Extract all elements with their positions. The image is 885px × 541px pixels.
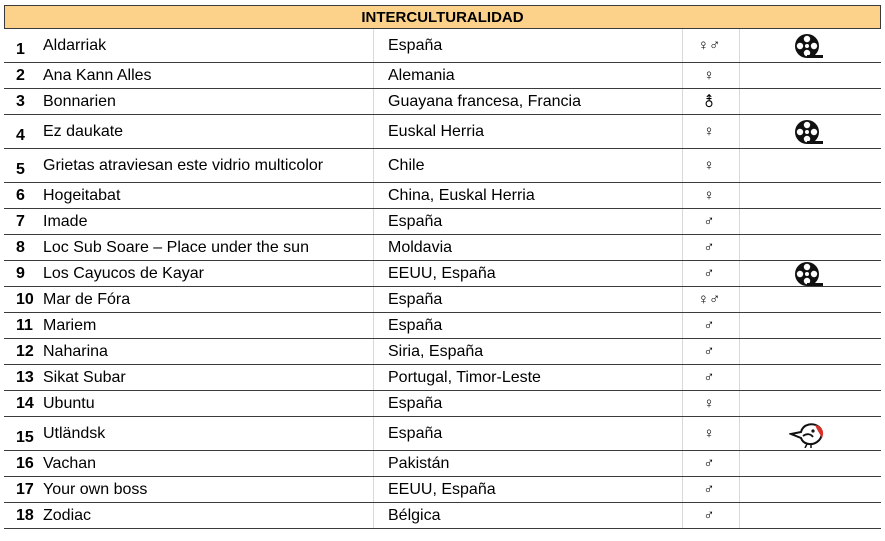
film-country: Euskal Herria (388, 122, 485, 140)
table-row (4, 261, 881, 287)
film-reel-icon (784, 29, 834, 62)
film-country: EEUU, España (388, 480, 496, 498)
film-country: Guayana francesa, Francia (388, 92, 581, 110)
film-title: Bonnarien (43, 92, 116, 110)
director-gender: ♀ (703, 123, 715, 140)
film-title: Los Cayucos de Kayar (43, 264, 204, 282)
icon-cell (784, 149, 834, 182)
column-divider (739, 63, 740, 88)
column-divider (373, 115, 374, 148)
row-number: 11 (16, 316, 33, 334)
film-country: España (388, 36, 443, 54)
column-divider (373, 63, 374, 88)
director-gender: ♀♂ (697, 37, 721, 54)
column-divider (373, 183, 374, 208)
column-divider (373, 477, 374, 502)
director-gender: ♂ (703, 343, 715, 360)
row-number: 9 (16, 264, 25, 282)
film-country: Moldavia (388, 238, 453, 256)
film-title: Your own boss (43, 480, 148, 498)
film-country: España (388, 424, 443, 442)
icon-cell (784, 89, 834, 114)
column-divider (373, 417, 374, 450)
row-number: 15 (16, 429, 34, 446)
film-country: Siria, España (388, 342, 484, 360)
film-title: Ana Kann Alles (43, 66, 152, 84)
icon-cell (784, 503, 834, 528)
film-title: Zodiac (43, 506, 92, 524)
director-gender: ♀♂ (697, 291, 721, 308)
table-body (4, 29, 881, 529)
film-title: Hogeitabat (43, 186, 121, 204)
film-title: Aldarriak (43, 36, 107, 54)
column-divider (739, 183, 740, 208)
column-divider (373, 313, 374, 338)
column-divider (682, 339, 683, 364)
column-divider (373, 29, 374, 62)
column-divider (739, 287, 740, 312)
icon-cell (784, 287, 834, 312)
table-row (4, 89, 881, 115)
icon-cell (784, 339, 834, 364)
film-reel-icon (784, 115, 834, 148)
table-row (4, 503, 881, 529)
film-title: Mar de Fóra (43, 290, 131, 308)
row-number: 2 (16, 66, 25, 84)
table-row (4, 115, 881, 149)
row-number: 7 (16, 212, 25, 230)
column-divider (373, 365, 374, 390)
row-number: 12 (16, 342, 34, 360)
table-row (4, 365, 881, 391)
film-country: España (388, 290, 443, 308)
icon-cell (784, 183, 834, 208)
column-divider (739, 503, 740, 528)
film-title: Grietas atraviesan este vidrio multicolor (43, 156, 324, 174)
column-divider (682, 451, 683, 476)
column-divider (682, 313, 683, 338)
table-row (4, 451, 881, 477)
column-divider (739, 391, 740, 416)
table-row (4, 209, 881, 235)
column-divider (739, 235, 740, 260)
column-divider (682, 89, 683, 114)
column-divider (739, 209, 740, 234)
column-divider (682, 417, 683, 450)
film-country: Bélgica (388, 506, 441, 524)
column-divider (373, 89, 374, 114)
table-row (4, 29, 881, 63)
column-divider (682, 235, 683, 260)
column-divider (739, 365, 740, 390)
column-divider (373, 235, 374, 260)
director-gender: ⚨ (702, 93, 716, 111)
film-title: Ubuntu (43, 394, 95, 412)
director-gender: ♀ (703, 67, 715, 84)
film-country: Chile (388, 156, 425, 174)
column-divider (739, 417, 740, 450)
column-divider (373, 391, 374, 416)
column-divider (739, 313, 740, 338)
table-row (4, 391, 881, 417)
row-number: 1 (16, 41, 25, 58)
director-gender: ♀ (703, 395, 715, 412)
row-number: 16 (16, 454, 34, 472)
film-title: Sikat Subar (43, 368, 126, 386)
column-divider (373, 503, 374, 528)
column-divider (682, 29, 683, 62)
column-divider (682, 477, 683, 502)
row-number: 6 (16, 186, 25, 204)
column-divider (739, 149, 740, 182)
director-gender: ♂ (703, 481, 715, 498)
row-number: 18 (16, 506, 34, 524)
film-title: Naharina (43, 342, 108, 360)
column-divider (682, 63, 683, 88)
film-country: China, Euskal Herria (388, 186, 535, 204)
column-divider (682, 183, 683, 208)
column-divider (739, 451, 740, 476)
film-country: Portugal, Timor-Leste (388, 368, 541, 386)
film-title: Ez daukate (43, 122, 124, 140)
column-divider (682, 365, 683, 390)
icon-cell (784, 477, 834, 502)
film-title: Imade (43, 212, 88, 230)
column-divider (682, 115, 683, 148)
film-title: Vachan (43, 454, 97, 472)
director-gender: ♂ (703, 369, 715, 386)
director-gender: ♂ (703, 507, 715, 524)
column-divider (373, 339, 374, 364)
column-divider (373, 261, 374, 286)
director-gender: ♀ (703, 157, 715, 174)
table-row (4, 313, 881, 339)
intercultural-table (4, 5, 881, 529)
column-divider (739, 339, 740, 364)
row-number: 10 (16, 290, 34, 308)
film-country: Alemania (388, 66, 455, 84)
table-row (4, 183, 881, 209)
icon-cell (784, 391, 834, 416)
film-title: Loc Sub Soare – Place under the sun (43, 238, 309, 256)
icon-cell (784, 313, 834, 338)
director-gender: ♂ (703, 239, 715, 256)
column-divider (682, 391, 683, 416)
column-divider (682, 149, 683, 182)
film-country: Pakistán (388, 454, 450, 472)
row-number: 14 (16, 394, 34, 412)
row-number: 4 (16, 127, 25, 144)
table-row (4, 287, 881, 313)
column-divider (739, 29, 740, 62)
director-gender: ♂ (703, 213, 715, 230)
director-gender: ♂ (703, 455, 715, 472)
director-gender: ♂ (703, 317, 715, 334)
icon-cell (784, 235, 834, 260)
column-divider (373, 287, 374, 312)
column-divider (739, 115, 740, 148)
director-gender: ♀ (703, 425, 715, 442)
icon-cell (784, 209, 834, 234)
row-number: 3 (16, 92, 25, 110)
column-divider (682, 209, 683, 234)
table-row (4, 235, 881, 261)
table-row (4, 63, 881, 89)
icon-cell (784, 365, 834, 390)
film-title: Utländsk (43, 424, 106, 442)
column-divider (739, 89, 740, 114)
film-country: España (388, 394, 443, 412)
column-divider (682, 261, 683, 286)
column-divider (373, 149, 374, 182)
table-row (4, 417, 881, 451)
icon-cell (784, 63, 834, 88)
column-divider (373, 451, 374, 476)
table-row (4, 149, 881, 183)
film-reel-icon (784, 261, 834, 286)
column-divider (739, 261, 740, 286)
column-divider (682, 503, 683, 528)
row-number: 17 (16, 480, 34, 498)
column-divider (739, 477, 740, 502)
row-number: 8 (16, 238, 25, 256)
table-row (4, 339, 881, 365)
row-number: 5 (16, 161, 25, 178)
table-row (4, 477, 881, 503)
director-gender: ♀ (703, 187, 715, 204)
film-country: EEUU, España (388, 264, 496, 282)
film-country: España (388, 316, 443, 334)
row-number: 13 (16, 368, 34, 386)
icon-cell (784, 451, 834, 476)
director-gender: ♂ (703, 265, 715, 282)
column-divider (682, 287, 683, 312)
film-country: España (388, 212, 443, 230)
film-title: Mariem (43, 316, 97, 334)
bird-icon (784, 417, 834, 450)
table-title: INTERCULTURALIDAD (4, 5, 881, 29)
column-divider (373, 209, 374, 234)
